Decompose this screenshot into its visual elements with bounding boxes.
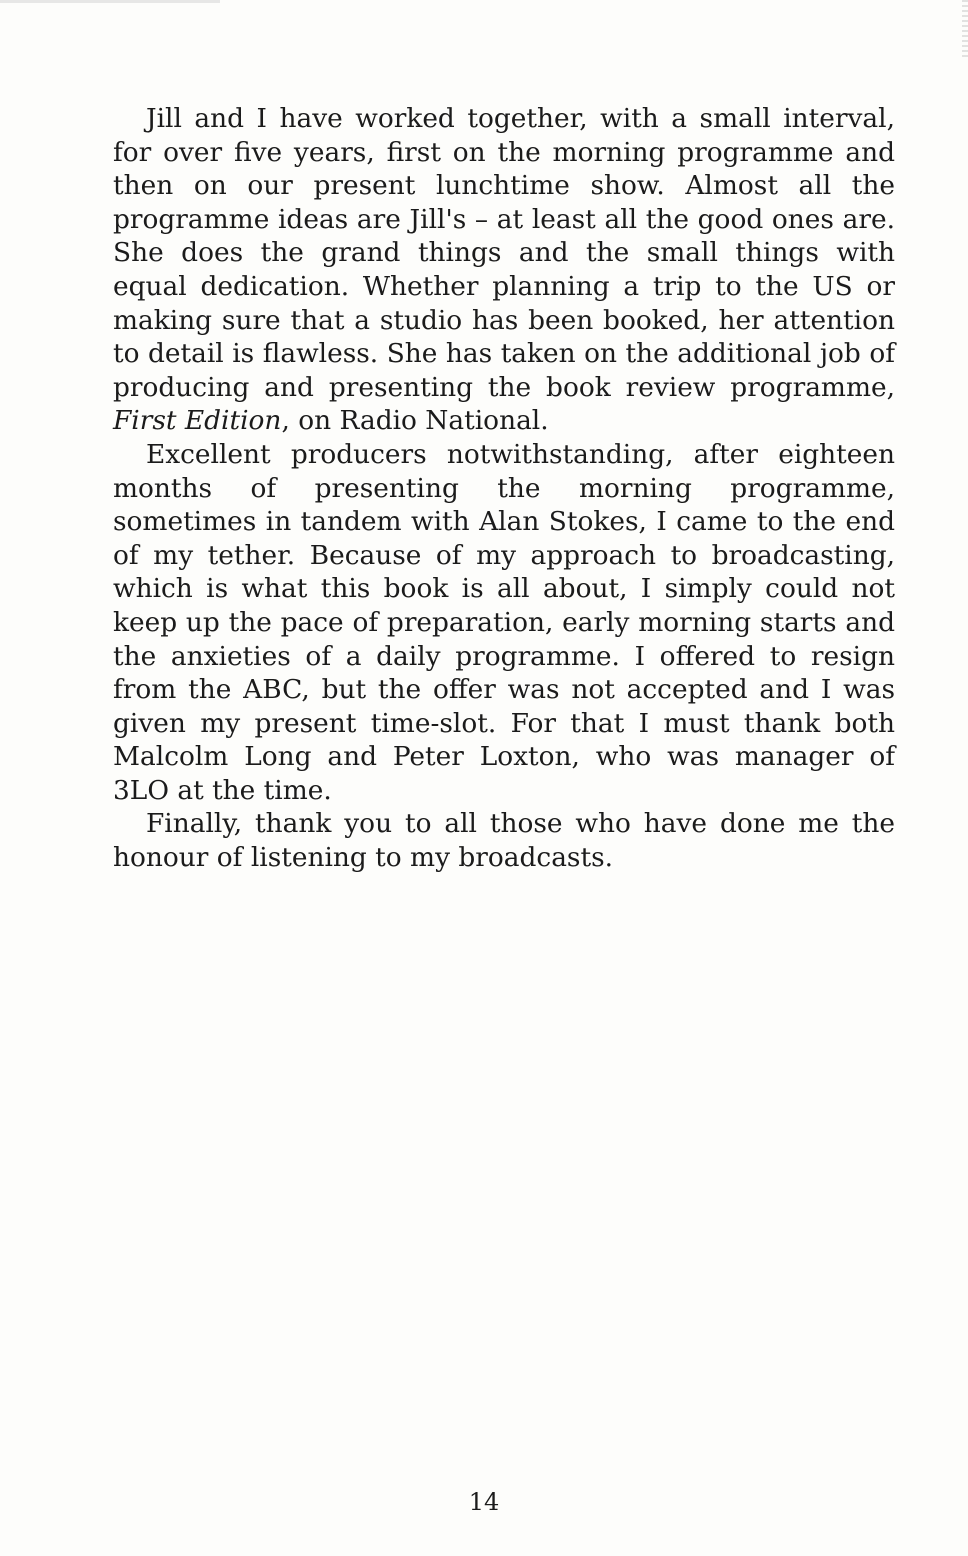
paragraph-morning-programme: Excellent producers notwithstanding, after eighteen months of presenting the morning programme, sometimes in tandem with Alan Stokes, I came to the end of my tether. Because of my approach to broadcasting, which is what this book is all about, I simply could not keep up the pace of preparation, early morning starts and the anxieties of a daily programme. I offered to resign from the ABC, but the offer was not accepted and I was given my present time-slot. For that I must thank both Malcolm Long and Peter Loxton, who was manager of 3LO at the time. [113,438,895,806]
scan-artifact-edge [962,0,968,60]
paragraph-acknowledgement-jill [113,102,895,438]
programme-title: First Edition [113,405,282,437]
body-text [113,102,895,875]
page-number: 14 [468,1488,500,1516]
paragraph-text-continued: , on Radio National. [281,405,549,437]
paragraph-text: Jill and I have worked together, with a small interval, for over five years, first on the morning programme and then on our present lunchtime show. Almost all the programme ideas are Jill's – at least all the good ones are. She does the grand things and the small things with equal dedication. Whether planning a trip to the US or making sure that a studio has been booked, her attention to detail is flawless. She has taken on the additional job of producing and presenting the book review programme, [113,103,895,403]
scan-artifact-top [0,0,220,3]
paragraph-thanks-listeners: Finally, thank you to all those who have done me the honour of listening to my broadcasts. [113,808,895,874]
